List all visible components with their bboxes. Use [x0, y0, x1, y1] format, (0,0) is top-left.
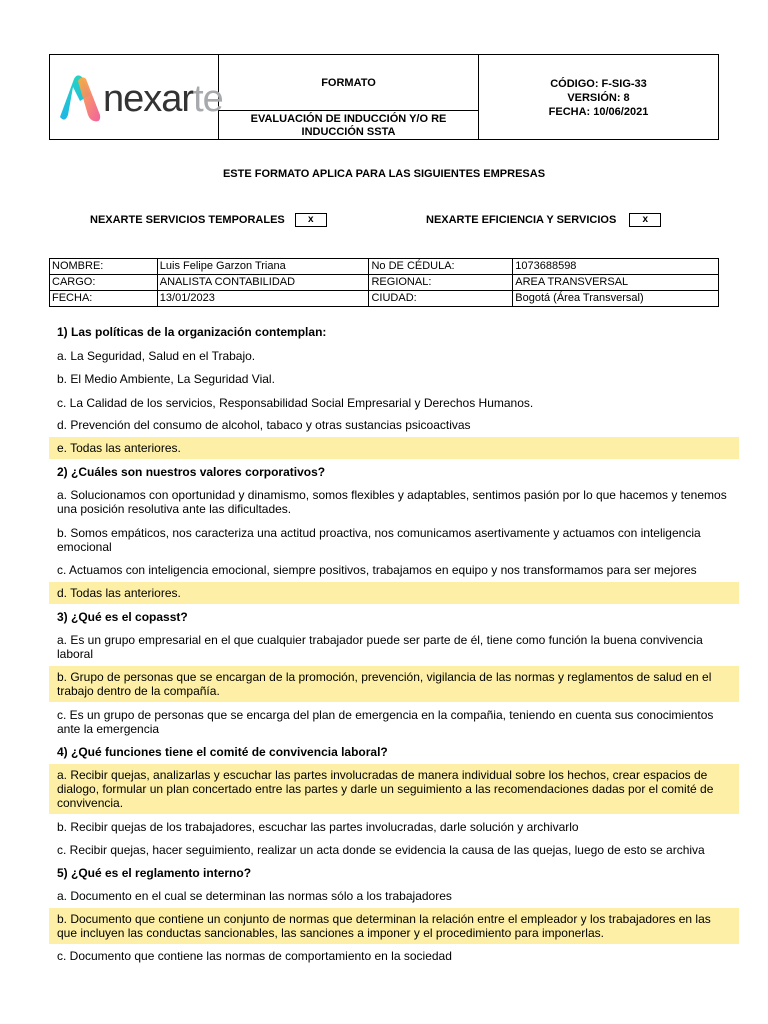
answer-option-selected[interactable]: b. Grupo de personas que se encargan de la promoción, prevención, vigilancia de las normas y reglamentos de salud en el trabajo dentro de la compañía.: [49, 666, 739, 702]
answer-option-selected[interactable]: b. Documento que contiene un conjunto de normas que determinan la relación entre el empleador y los trabajadores en las que incluyen las conductas sancionables, las sanciones a imponer y el procedimiento para imponerlas.: [49, 908, 739, 944]
info-label: FECHA:: [50, 291, 158, 307]
answer-option[interactable]: a. Es un grupo empresarial en el que cualquier trabajador puede ser parte de él, tiene como función la buena convivencia laboral: [57, 633, 703, 661]
logo-cell: [50, 55, 223, 139]
answer-option[interactable]: c. Documento que contiene las normas de comportamiento en la sociedad: [57, 949, 452, 963]
info-value: AREA TRANSVERSAL: [513, 275, 719, 291]
answer-option-selected[interactable]: e. Todas las anteriores.: [49, 437, 739, 459]
info-value: 13/01/2023: [157, 291, 369, 307]
company-name: NEXARTE SERVICIOS TEMPORALES: [90, 214, 285, 226]
form-header: [49, 54, 719, 140]
answer-option[interactable]: c. Es un grupo de personas que se encarga del plan de emergencia en la compañia, teniendo en cuenta sus conocimientos ante la emergencia: [57, 708, 714, 736]
title-cell: [219, 55, 479, 139]
answer-option[interactable]: a. Documento en el cual se determinan las normas sólo a los trabajadores: [57, 889, 452, 903]
format-label: FORMATO: [219, 55, 478, 111]
company-checkbox[interactable]: x: [629, 213, 661, 227]
answer-option[interactable]: b. Somos empáticos, nos caracteriza una actitud proactiva, nos comunicamos asertivamente y actuamos con inteligencia emocional: [57, 526, 701, 554]
table-row: [50, 291, 719, 307]
info-value: Luis Felipe Garzon Triana: [157, 259, 369, 275]
info-value: ANALISTA CONTABILIDAD: [157, 275, 369, 291]
nexarte-logo: [56, 71, 223, 125]
info-value: 1073688598: [513, 259, 719, 275]
info-label: No DE CÉDULA:: [369, 259, 513, 275]
document-date: FECHA: 10/06/2021: [548, 106, 649, 118]
question-title: 5) ¿Qué es el reglamento interno?: [57, 866, 252, 880]
answer-option[interactable]: a. Solucionamos con oportunidad y dinamismo, somos flexibles y adaptables, sentimos pasión por lo que hacemos y tenemos una posición resolutiva ante las dificultades.: [57, 488, 727, 516]
answer-option[interactable]: b. Recibir quejas de los trabajadores, escuchar las partes involucradas, darle solución y archivarlo: [57, 820, 579, 834]
applies-heading: ESTE FORMATO APLICA PARA LAS SIGUIENTES EMPRESAS: [222, 168, 546, 180]
info-label: CARGO:: [50, 275, 158, 291]
answer-option[interactable]: d. Prevención del consumo de alcohol, tabaco y otras sustancias psicoactivas: [57, 418, 471, 432]
question-title: 2) ¿Cuáles son nuestros valores corporativos?: [57, 465, 326, 479]
company-option-temporales: [90, 213, 327, 227]
answer-option[interactable]: c. Actuamos con inteligencia emocional, siempre positivos, trabajamos en equipo y nos transformamos para ser mejores: [57, 563, 697, 577]
nexarte-logo-mark-icon: [56, 71, 104, 125]
company-name: NEXARTE EFICIENCIA Y SERVICIOS: [426, 214, 617, 226]
question-title: 4) ¿Qué funciones tiene el comité de convivencia laboral?: [57, 745, 388, 759]
answer-option[interactable]: b. El Medio Ambiente, La Seguridad Vial.: [57, 372, 275, 386]
table-row: [50, 275, 719, 291]
document-meta: [479, 55, 718, 139]
answer-option-selected[interactable]: a. Recibir quejas, analizarlas y escuchar las partes involucradas de manera individual sobre los hechos, crear espacios de dialogo, formular un plan concertado entre las partes y darle un seguimiento a las recomendaciones dadas por el comité de convivencia.: [49, 764, 739, 814]
document-code: CÓDIGO: F-SIG-33: [550, 78, 647, 90]
answer-option[interactable]: c. Recibir quejas, hacer seguimiento, realizar un acta donde se evidencia la causa de las quejas, luego de esto se archiva: [57, 843, 705, 857]
document-version: VERSIÓN: 8: [567, 92, 630, 104]
info-value: Bogotá (Área Transversal): [513, 291, 719, 307]
question-title: 1) Las políticas de la organización contemplan:: [57, 325, 327, 339]
employee-info-table: [49, 258, 719, 307]
info-label: REGIONAL:: [369, 275, 513, 291]
info-label: CIUDAD:: [369, 291, 513, 307]
document-title: EVALUACIÓN DE INDUCCIÓN Y/O RE INDUCCIÓN SSTA: [250, 113, 447, 138]
company-option-eficiencia: [426, 213, 661, 227]
table-row: [50, 259, 719, 275]
answer-option[interactable]: c. La Calidad de los servicios, Responsabilidad Social Empresarial y Derechos Humanos.: [57, 396, 534, 410]
answer-option-selected[interactable]: d. Todas las anteriores.: [49, 582, 739, 604]
logo-wordmark: nexarte: [103, 78, 223, 120]
question-title: 3) ¿Qué es el copasst?: [57, 610, 188, 624]
answer-option[interactable]: a. La Seguridad, Salud en el Trabajo.: [57, 349, 256, 363]
info-label: NOMBRE:: [50, 259, 158, 275]
company-checkbox[interactable]: x: [295, 213, 327, 227]
